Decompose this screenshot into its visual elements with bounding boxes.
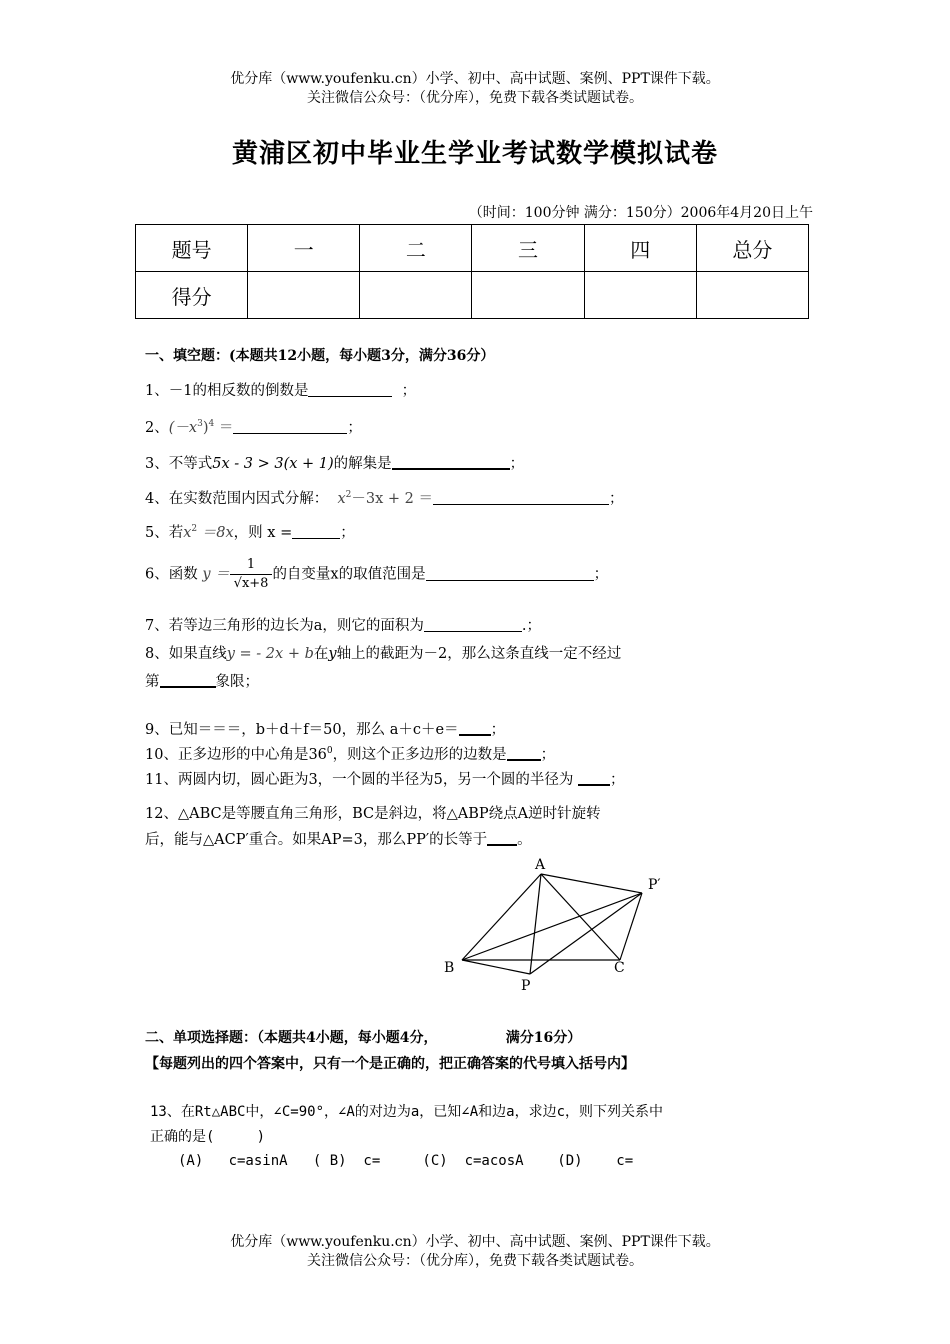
question-6 bbox=[145, 556, 608, 593]
question-12-cont bbox=[145, 828, 532, 849]
point-label-p: P bbox=[521, 978, 531, 994]
exponent: 3 bbox=[197, 419, 203, 430]
geometry-figure bbox=[430, 848, 680, 998]
answer-blank[interactable] bbox=[424, 617, 522, 632]
question-10 bbox=[145, 743, 555, 764]
question-9 bbox=[145, 718, 505, 739]
math-expr: x bbox=[337, 491, 346, 507]
question-1 bbox=[145, 379, 416, 400]
answer-blank[interactable] bbox=[392, 454, 510, 470]
question-3 bbox=[145, 452, 524, 473]
math-expr: ＝8x bbox=[197, 525, 234, 541]
question-4 bbox=[145, 487, 623, 508]
section2-heading: 二、单项选择题：（本题共4小题，每小题4分， 满分16分） bbox=[145, 1030, 582, 1046]
question-punct: ； bbox=[593, 566, 609, 583]
score-table-header-row bbox=[136, 225, 809, 272]
question-text: 11、两圆内切，圆心距为3，一个圆的半径为5，另一个圆的半径为 bbox=[145, 772, 574, 788]
segment-AB bbox=[462, 874, 541, 960]
page-title: 黄浦区初中毕业生学业考试数学模拟试卷 bbox=[231, 139, 718, 169]
question-7 bbox=[145, 614, 541, 635]
question-text: 的自变量x的取值范围是 bbox=[272, 566, 426, 583]
segment-CP2 bbox=[620, 893, 642, 960]
score-input-cell[interactable] bbox=[472, 272, 584, 319]
question-12 bbox=[145, 802, 601, 823]
question-text: 3、不等式 bbox=[145, 456, 213, 472]
math-expr bbox=[169, 420, 234, 436]
exponent: 2 bbox=[345, 490, 352, 501]
score-input-cell[interactable] bbox=[584, 272, 696, 319]
page-footer-line2: 关注微信公众号：（优分库），免费下载各类试题试卷。 bbox=[307, 1253, 643, 1269]
question-text: 2、 bbox=[145, 420, 169, 436]
fraction bbox=[230, 556, 273, 593]
score-input-cell[interactable] bbox=[696, 272, 808, 319]
question-text: 象限； bbox=[215, 674, 259, 690]
point-label-c: C bbox=[614, 960, 625, 976]
question-13-options: (A) c=asinA ( B) c= (C) c=acosA (D) c= bbox=[178, 1153, 634, 1169]
segment-BP2 bbox=[462, 893, 642, 960]
question-text: 8、如果直线 bbox=[145, 646, 227, 662]
math-expr: x bbox=[183, 525, 192, 541]
point-label-p-prime: P′ bbox=[648, 877, 661, 893]
answer-blank[interactable] bbox=[308, 382, 392, 397]
exponent: 2 bbox=[191, 524, 198, 535]
answer-blank[interactable] bbox=[233, 419, 347, 434]
question-text: 9、已知＝＝＝，b＋d＋f＝50，那么 a＋c＋e＝ bbox=[145, 722, 459, 738]
question-text: 5、若 bbox=[145, 525, 184, 541]
degree-mark: 0 bbox=[326, 746, 333, 757]
math-expr: －3x + 2 ＝ bbox=[351, 491, 433, 507]
question-13: 13、在Rt△ABC中，∠C=90°，∠A的对边为a，已知∠A和边a，求边c，则下列关系中 bbox=[150, 1104, 664, 1120]
question-punct: ； bbox=[608, 491, 624, 507]
point-label-b: B bbox=[444, 960, 455, 976]
question-punct: ； bbox=[610, 772, 625, 788]
question-2 bbox=[145, 416, 362, 437]
question-punct: ； bbox=[540, 747, 556, 763]
question-text: 在 bbox=[313, 646, 329, 662]
question-11 bbox=[145, 768, 625, 789]
fraction-numerator: 1 bbox=[230, 556, 273, 575]
question-punct: ； bbox=[490, 722, 506, 738]
question-text: 1、－1的相反数的倒数是 bbox=[145, 383, 309, 399]
question-text: 4、在实数范围内因式分解： bbox=[145, 491, 329, 507]
segment-PP2 bbox=[530, 893, 642, 974]
question-8 bbox=[145, 642, 621, 663]
question-text: 12、△ABC是等腰直角三角形，BC是斜边，将△ABP绕点A逆时针旋转 bbox=[145, 806, 601, 822]
answer-blank[interactable] bbox=[433, 490, 609, 505]
page-footer-line1: 优分库（www.youfenku.cn）小学、初中、高中试题、案例、PPT课件下载。 bbox=[230, 1234, 720, 1250]
math-expr: y = - 2x + b bbox=[226, 646, 314, 662]
question-punct: ； bbox=[509, 456, 525, 472]
score-table-cell: 总分 bbox=[696, 225, 808, 272]
math-expr-text: ＝ bbox=[214, 420, 234, 436]
answer-blank[interactable] bbox=[292, 524, 340, 539]
question-text: 7、若等边三角形的边长为a，则它的面积为 bbox=[145, 618, 424, 634]
math-expr: y ＝ bbox=[202, 566, 230, 583]
question-text: ，则 x = bbox=[233, 525, 293, 541]
question-13-cont: 正确的是( ) bbox=[150, 1129, 266, 1145]
point-label-a: A bbox=[535, 857, 546, 873]
section1-heading: 一、填空题：(本题共12小题，每小题3分，满分36分） bbox=[145, 348, 495, 364]
question-text: 6、函数 bbox=[145, 566, 198, 583]
answer-blank[interactable] bbox=[459, 720, 491, 736]
score-row-label: 得分 bbox=[136, 272, 248, 319]
math-expr-text: (－x bbox=[168, 420, 198, 436]
answer-blank[interactable] bbox=[487, 830, 517, 846]
score-table-cell: 三 bbox=[472, 225, 584, 272]
section2-note: 【每题列出的四个答案中，只有一个是正确的，把正确答案的代号填入括号内】 bbox=[145, 1056, 635, 1072]
question-text: ，则这个正多边形的边数是 bbox=[332, 747, 507, 763]
page-header-line1: 优分库（www.youfenku.cn）小学、初中、高中试题、案例、PPT课件下载。 bbox=[230, 71, 720, 87]
score-input-cell[interactable] bbox=[360, 272, 472, 319]
question-punct: ； bbox=[347, 420, 362, 436]
answer-blank[interactable] bbox=[507, 745, 541, 761]
segment-BP bbox=[462, 960, 530, 974]
page-header-line2: 关注微信公众号：（优分库），免费下载各类试题试卷。 bbox=[307, 90, 643, 106]
segment-AP bbox=[530, 874, 541, 974]
math-expr: 5x - 3 > 3(x + 1) bbox=[212, 456, 334, 472]
fraction-denominator: √x+8 bbox=[233, 576, 269, 591]
score-table-cell: 一 bbox=[248, 225, 360, 272]
question-punct: ； bbox=[340, 525, 355, 541]
question-5 bbox=[145, 521, 355, 542]
score-table-score-row bbox=[136, 272, 809, 319]
score-input-cell[interactable] bbox=[248, 272, 360, 319]
exponent: 4 bbox=[208, 419, 215, 430]
score-table-cell: 题号 bbox=[136, 225, 248, 272]
question-text: 第 bbox=[145, 674, 160, 690]
score-table bbox=[135, 224, 809, 319]
question-text: 后，能与△ACP′重合。如果AP=3，那么PP′的长等于 bbox=[145, 832, 488, 848]
question-8-cont bbox=[145, 670, 259, 691]
exam-meta: （时间：100分钟 满分：150分）2006年4月20日上午 bbox=[468, 205, 813, 221]
math-expr-text: ) bbox=[202, 420, 209, 436]
question-text: 10、正多边形的中心角是36 bbox=[145, 747, 327, 763]
answer-blank[interactable] bbox=[160, 672, 216, 688]
answer-blank[interactable] bbox=[426, 566, 594, 581]
question-punct: ； bbox=[401, 383, 417, 399]
score-table-cell: 四 bbox=[584, 225, 696, 272]
question-text: 轴上的截距为－2，那么这条直线一定不经过 bbox=[336, 646, 622, 662]
question-punct: .； bbox=[521, 618, 541, 634]
math-expr: y bbox=[328, 646, 337, 662]
question-punct: 。 bbox=[517, 832, 532, 848]
answer-blank[interactable] bbox=[578, 770, 610, 786]
score-table-cell: 二 bbox=[360, 225, 472, 272]
question-text: 的解集是 bbox=[333, 456, 392, 472]
